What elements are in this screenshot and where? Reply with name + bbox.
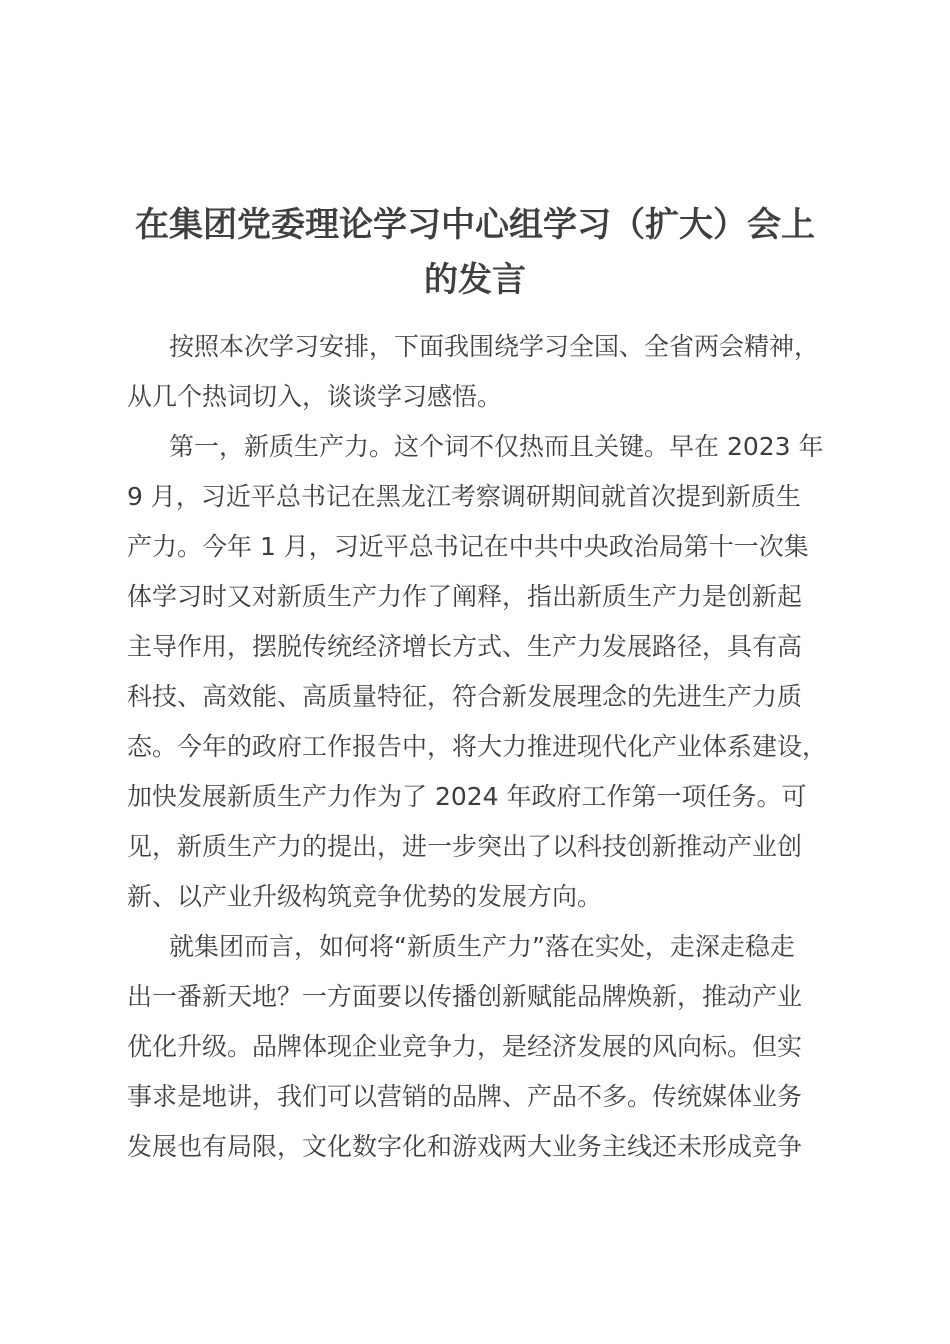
paragraph-2-line-5: 主导作用，摆脱传统经济增长方式、生产力发展路径，具有高 [127,632,803,661]
paragraph-2-line-2: 9 月，习近平总书记在黑龙江考察调研期间就首次提到新质生 [127,482,801,511]
paragraph-3-line-5: 发展也有局限，文化数字化和游戏两大业务主线还未形成竞争 [127,1132,803,1161]
paragraph-3-line-3: 优化升级。品牌体现企业竞争力，是经济发展的风向标。但实 [127,1032,803,1061]
paragraph-2-line-6: 科技、高效能、高质量特征，符合新发展理念的先进生产力质 [127,682,803,711]
paragraph-2-line-3: 产力。今年 1 月，习近平总书记在中共中央政治局第十一次集 [127,532,809,561]
paragraph-2-line-7: 态。今年的政府工作报告中，将大力推进现代化产业体系建设， [127,732,828,761]
paragraph-2-line-8: 加快发展新质生产力作为了 2024 年政府工作第一项任务。可 [127,782,807,811]
title-line-2: 的发言 [424,260,526,300]
paragraph-2-line-4: 体学习时又对新质生产力作了阐释，指出新质生产力是创新起 [127,582,803,611]
title-line-1: 在集团党委理论学习中心组学习（扩大）会上 [135,205,815,245]
paragraph-3-line-4: 事求是地讲，我们可以营销的品牌、产品不多。传统媒体业务 [127,1082,803,1111]
document-body [127,322,837,1172]
paragraph-2-line-9: 见，新质生产力的提出，进一步突出了以科技创新推动产业创 [127,832,803,861]
paragraph-3-line-2: 出一番新天地？一方面要以传播创新赋能品牌焕新，推动产业 [127,982,803,1011]
paragraph-3-line-1: 就集团而言，如何将“新质生产力”落在实处，走深走稳走 [169,932,795,961]
paragraph-2-line-1: 第一，新质生产力。这个词不仅热而且关键。早在 2023 年 [169,432,824,461]
paragraph-2-line-10: 新、以产业升级构筑竞争优势的发展方向。 [127,882,603,911]
document-title [0,198,950,308]
paragraph-1-line-1: 按照本次学习安排，下面我围绕学习全国、全省两会精神， [169,332,820,361]
paragraph-1-line-2: 从几个热词切入，谈谈学习感悟。 [127,382,503,411]
